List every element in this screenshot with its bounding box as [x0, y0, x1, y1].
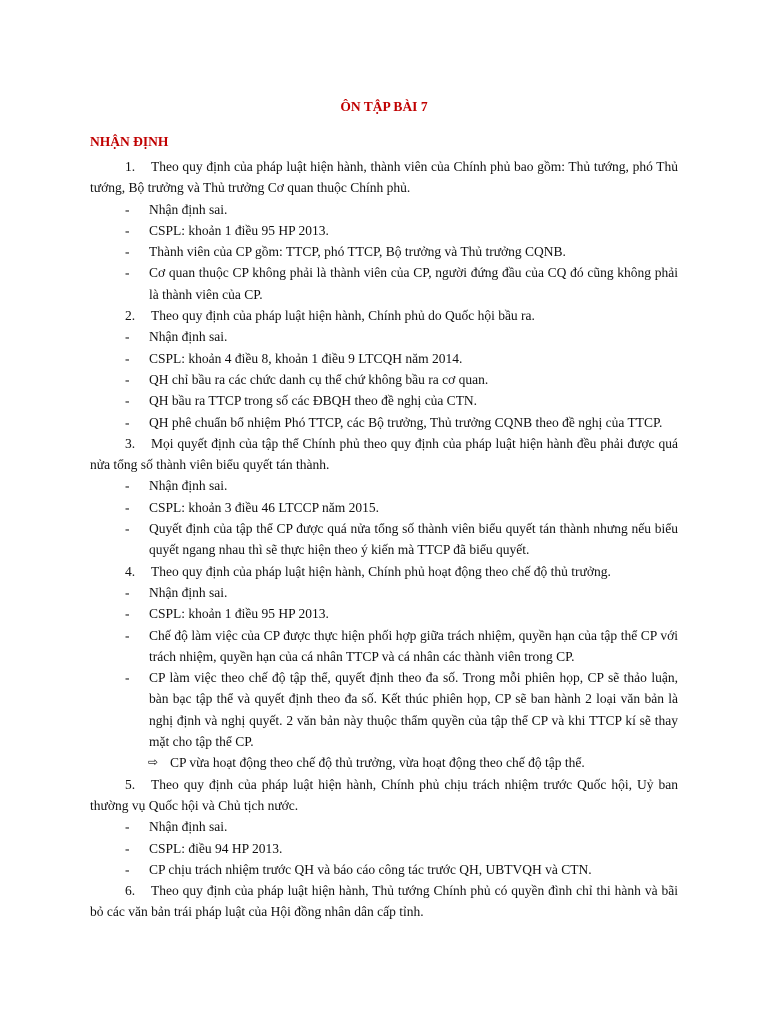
list-item: - Nhận định sai. — [125, 329, 228, 345]
page-title: ÔN TẬP BÀI 7 — [340, 99, 428, 114]
question-3 — [90, 433, 678, 476]
arrow-right-icon: ⇨ — [148, 755, 159, 770]
list-item: - CSPL: điều 94 HP 2013. — [125, 840, 283, 856]
question-number: 6. — [125, 883, 136, 899]
list-item: - CSPL: khoản 3 điều 46 LTCCP năm 2015. — [125, 499, 380, 515]
question-6 — [90, 880, 678, 923]
question-5 — [90, 774, 678, 817]
list-item: - CSPL: khoản 1 điều 95 HP 2013. — [125, 606, 329, 622]
list-item: - Chế độ làm việc của CP được thực hiện phối hợp giữa trách nhiệm, quyền hạn của tập thể CP với trách nhiệm, quyền hạn của cá nhân TTCP và cá nhân các thành viên trong CP. — [125, 627, 678, 664]
question-text: Theo quy định của pháp luật hiện hành, Chính phủ chịu trách nhiệm trước Quốc hội, Uỷ ban thường vụ Quốc hội và Chủ tịch nước. — [90, 776, 678, 813]
question-text: Mọi quyết định của tập thể Chính phủ theo quy định của pháp luật hiện hành đều phải được quá nửa tổng số thành viên biểu quyết tán thành. — [90, 435, 678, 473]
list-item: - CSPL: khoản 4 điều 8, khoản 1 điều 9 LTCQH năm 2014. — [125, 350, 463, 366]
list-item: - CP làm việc theo chế độ tập thể, quyết định theo đa số. Trong mỗi phiên họp, CP sẽ thảo luận, bàn bạc tập thể và quyết định theo đa số. Kết thúc phiên họp, CP sẽ ban hành 2 loại văn bản là nghị định và nghị quyết. 2 văn bản này thuộc thẩm quyền của tập thể CP và khi TTCP kí sẽ thay mặt cho tập thể CP. — [125, 670, 678, 750]
list-item: - Cơ quan thuộc CP không phải là thành viên của CP, người đứng đầu của CQ đó cũng không phải là thành viên của CP. — [125, 265, 678, 302]
question-number: 4. — [125, 563, 136, 579]
question-text: Theo quy định của pháp luật hiện hành, Chính phủ hoạt động theo chế độ thủ trưởng. — [151, 563, 611, 579]
list-item: - CSPL: khoản 1 điều 95 HP 2013. — [125, 222, 329, 238]
question-4 — [90, 561, 678, 582]
list-item: - QH phê chuẩn bổ nhiệm Phó TTCP, các Bộ trưởng, Thủ trưởng CQNB theo đề nghị của TTCP. — [125, 414, 663, 430]
question-number: 1. — [125, 159, 136, 174]
question-number: 5. — [125, 776, 136, 792]
question-text: Theo quy định của pháp luật hiện hành, Chính phủ do Quốc hội bầu ra. — [151, 308, 535, 324]
list-item: - QH bầu ra TTCP trong số các ĐBQH theo đề nghị của CTN. — [125, 393, 478, 409]
question-2 — [90, 305, 678, 326]
list-item: - Nhận định sai. — [125, 819, 228, 835]
list-item: - Nhận định sai. — [125, 478, 228, 494]
question-text: Theo quy định của pháp luật hiện hành, Thủ tướng Chính phủ có quyền đình chỉ thi hành và bãi bỏ các văn bản trái pháp luật của Hội đồng nhân dân cấp tỉnh. — [90, 883, 678, 920]
question-number: 2. — [125, 308, 136, 324]
list-item: - Thành viên của CP gồm: TTCP, phó TTCP, Bộ trưởng và Thủ trưởng CQNB. — [125, 244, 566, 260]
conclusion-item: ⇨ CP vừa hoạt động theo chế độ thủ trưởng, vừa hoạt động theo chế độ tập thể. — [90, 752, 678, 773]
list-item: - Quyết định của tập thể CP được quá nửa tổng số thành viên biểu quyết tán thành nhưng nếu biểu quyết ngang nhau thì sẽ thực hiện theo ý kiến mà TTCP đã biểu quyết. — [125, 521, 678, 558]
document-page — [90, 96, 678, 923]
list-item: - Nhận định sai. — [125, 201, 228, 217]
list-item: - QH chỉ bầu ra các chức danh cụ thể chứ không bầu ra cơ quan. — [125, 371, 489, 387]
question-number: 3. — [125, 435, 136, 451]
question-1 — [90, 156, 678, 199]
question-text: Theo quy định của pháp luật hiện hành, thành viên của Chính phủ bao gồm: Thủ tướng, phó Thủ tướng, Bộ trưởng và Thủ trưởng Cơ quan thuộc Chính phủ. — [90, 159, 678, 196]
list-item: - Nhận định sai. — [125, 584, 228, 600]
section-heading: NHẬN ĐỊNH — [90, 134, 169, 149]
list-item: - CP chịu trách nhiệm trước QH và báo cáo công tác trước QH, UBTVQH và CTN. — [125, 861, 592, 877]
